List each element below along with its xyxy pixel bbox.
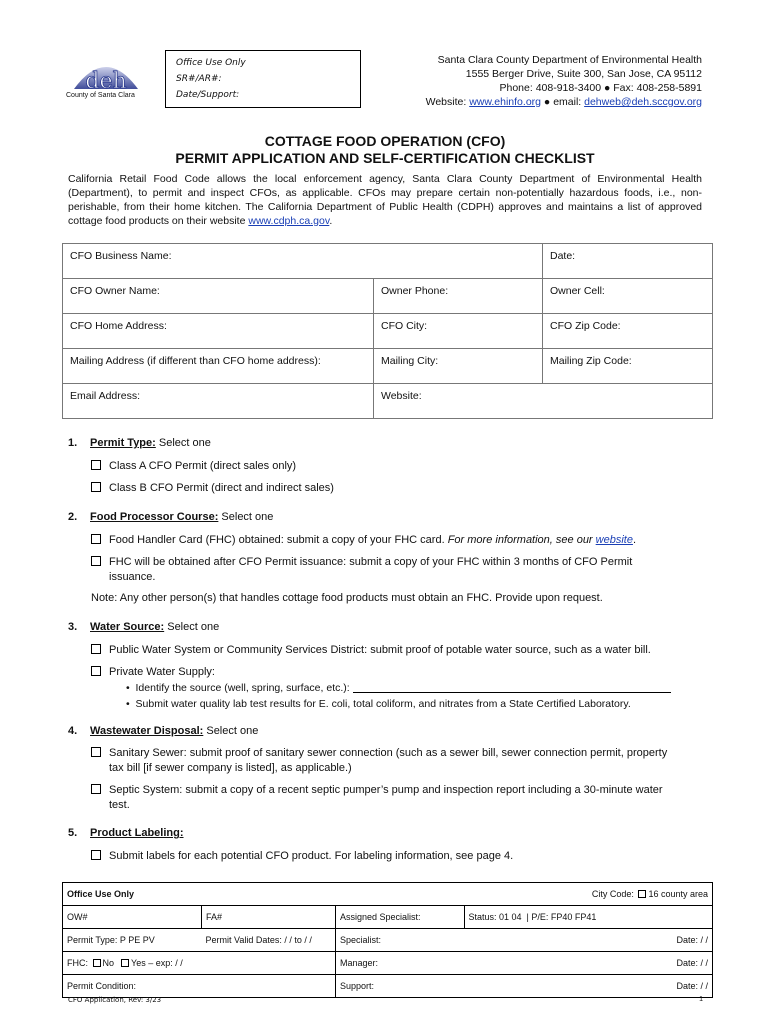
mailing-city-field[interactable]: [374, 349, 543, 384]
permit-condition-cell: Permit Condition:: [63, 975, 336, 998]
option-label-cont: test.: [109, 799, 130, 811]
intro-paragraph: [68, 172, 702, 228]
zip-label: CFO Zip Code:: [550, 320, 621, 332]
deh-logo-graphic: [66, 55, 146, 95]
title-line-1: COTTAGE FOOD OPERATION (CFO): [264, 133, 506, 149]
svg-text:deh: deh: [85, 69, 127, 94]
option-label: Public Water System or Community Services District: submit proof of potable water source, such as a water bill.: [109, 644, 651, 656]
option-label: Class A CFO Permit (direct sales only): [109, 460, 297, 472]
fhc-yes-checkbox[interactable]: [121, 959, 129, 967]
fhc-yes-label: Yes – exp: / /: [131, 958, 183, 968]
source-blank-line[interactable]: [353, 681, 671, 693]
checkbox[interactable]: [91, 784, 101, 794]
option-class-b[interactable]: [91, 481, 334, 496]
city-label: CFO City:: [381, 320, 428, 332]
website-field-label: Website:: [381, 390, 422, 402]
owner-phone-field[interactable]: [374, 279, 543, 314]
footer-revision: CFO Application, Rev: 3/23: [68, 996, 162, 1004]
ow-cell: OW#: [63, 906, 202, 929]
business-name-field[interactable]: [63, 244, 543, 279]
option-fhc-obtained[interactable]: [91, 533, 711, 548]
option-private-water[interactable]: [91, 665, 215, 680]
section-heading: Wastewater Disposal:: [90, 725, 204, 737]
county-area-label: 16 county area: [648, 889, 708, 899]
owner-phone-label: Owner Phone:: [381, 285, 449, 297]
owner-cell-label: Owner Cell:: [550, 285, 605, 297]
department-name: Santa Clara County Department of Environmental Health: [437, 54, 702, 66]
section-food-processor-course: [68, 511, 273, 523]
checkbox[interactable]: [91, 644, 101, 654]
section-water-source: [68, 621, 219, 633]
status-label: Status: 01 04: [468, 912, 522, 922]
home-address-label: CFO Home Address:: [70, 320, 167, 332]
manager-cell: Manager:: [336, 952, 465, 975]
city-code-cell: [336, 883, 713, 906]
bullet-text: Identify the source (well, spring, surface, etc.):: [135, 682, 353, 694]
department-info: [426, 53, 702, 109]
department-phone: Phone: 408-918-3400 ● Fax: 408-258-5891: [499, 82, 702, 94]
more-info-text: For more information, see our: [447, 534, 596, 546]
option-class-a[interactable]: [91, 459, 296, 474]
website-label: Website:: [425, 96, 470, 108]
section-wastewater: [68, 725, 258, 737]
cdph-link[interactable]: www.cdph.ca.gov: [248, 215, 330, 227]
website-field[interactable]: [374, 384, 713, 419]
fhc-website-link[interactable]: website: [595, 534, 633, 546]
option-fhc-later[interactable]: [91, 555, 703, 585]
fhc-label: FHC:: [67, 958, 88, 968]
email-link[interactable]: dehweb@deh.sccgov.org: [584, 96, 702, 108]
section-product-labeling: [68, 827, 184, 839]
option-label: Septic System: submit a copy of a recent septic pumper’s pump and inspection report including a 30-minute water: [109, 784, 663, 796]
mailing-address-label: Mailing Address (if different than CFO home address):: [70, 355, 321, 367]
permit-type-cell: Permit Type: P PE PV: [63, 929, 202, 952]
email-label: email:: [553, 96, 585, 108]
bullet-separator: ●: [543, 96, 554, 108]
office-use-title: Office Use Only: [63, 883, 336, 906]
date-cell-3: Date: / /: [464, 975, 713, 998]
option-label-cont: issuance.: [109, 571, 156, 583]
section-number: 5.: [68, 827, 78, 839]
business-name-label: CFO Business Name:: [70, 250, 172, 262]
option-septic[interactable]: [91, 783, 711, 813]
document-title: [0, 133, 770, 167]
status-pe-cell: Status: 01 04 | P/E: FP40 FP41: [464, 906, 713, 929]
option-label-cont: tax bill [if sewer company is listed], as applicable.): [109, 762, 352, 774]
city-field[interactable]: [374, 314, 543, 349]
option-label: Submit labels for each potential CFO product. For labeling information, see page 4.: [109, 850, 514, 862]
section-number: 1.: [68, 437, 78, 449]
checkbox[interactable]: [91, 666, 101, 676]
option-sanitary-sewer[interactable]: [91, 746, 711, 776]
date-support-label: Date/Support:: [176, 90, 240, 100]
bullet-identify-source: • Identify the source (well, spring, surface, etc.):: [126, 680, 671, 696]
specialist-cell: Specialist:: [336, 929, 465, 952]
mailing-city-label: Mailing City:: [381, 355, 439, 367]
office-use-box: [165, 50, 361, 108]
title-line-2: PERMIT APPLICATION AND SELF-CERTIFICATION CHECKLIST: [175, 150, 595, 166]
bullet-text: Submit water quality lab test results for E. coli, total coliform, and nitrates from a State Certified Laboratory.: [135, 698, 631, 710]
pe-label: P/E: FP40 FP41: [531, 912, 597, 922]
option-label: FHC will be obtained after CFO Permit issuance: submit a copy of your FHC within 3 months of CFO Permit: [109, 556, 633, 568]
owner-name-label: CFO Owner Name:: [70, 285, 160, 297]
mailing-zip-field[interactable]: [543, 349, 713, 384]
mailing-address-field[interactable]: [63, 349, 374, 384]
zip-field[interactable]: [543, 314, 713, 349]
option-label: Class B CFO Permit (direct and indirect sales): [109, 482, 334, 494]
checkbox[interactable]: [91, 482, 101, 492]
office-use-label: Office Use Only: [176, 58, 246, 68]
section-instruction: Select one: [164, 621, 220, 633]
option-label: Sanitary Sewer: submit proof of sanitary sewer connection (such as a sewer bill, sewer connection permit, property: [109, 747, 668, 759]
department-web-email: [426, 95, 702, 109]
section-number: 3.: [68, 621, 78, 633]
website-link[interactable]: www.ehinfo.org: [469, 96, 541, 108]
department-address: 1555 Berger Drive, Suite 300, San Jose, CA 95112: [465, 68, 702, 80]
section-heading: Permit Type:: [90, 437, 156, 449]
section-instruction: Select one: [155, 437, 211, 449]
checkbox[interactable]: [91, 460, 101, 470]
section-heading: Product Labeling:: [90, 827, 184, 839]
option-submit-labels[interactable]: [91, 849, 513, 864]
checkbox[interactable]: [91, 747, 101, 757]
permit-valid-dates-cell: Permit Valid Dates: / / to / /: [202, 929, 336, 952]
checkbox[interactable]: [91, 534, 101, 544]
date-field[interactable]: [543, 244, 713, 279]
office-use-table: [62, 882, 713, 998]
section-heading: Water Source:: [90, 621, 165, 633]
logo-caption: County of Santa Clara: [66, 92, 135, 99]
intro-text: California Retail Food Code allows the local enforcement agency, Santa Clara County Department of Environmental Health (Department), to permit and inspect CFOs, as applicable. CFOs may prepare certain non-potentially hazardous foods, i.e., non-perishable, from their home kitchen. The California Department of Public Health (CDPH) approves and maintains a list of approved cottage food products on their website: [68, 173, 702, 227]
home-address-field[interactable]: [63, 314, 374, 349]
section-instruction: Select one: [203, 725, 259, 737]
checkbox[interactable]: [91, 850, 101, 860]
fhc-no-label: No: [102, 958, 115, 968]
checkbox[interactable]: [91, 556, 101, 566]
support-cell: Support:: [336, 975, 465, 998]
intro-end: .: [329, 215, 333, 227]
fa-cell: FA#: [202, 906, 336, 929]
date-cell-2: Date: / /: [464, 952, 713, 975]
date-cell-1: Date: / /: [464, 929, 713, 952]
option-public-water[interactable]: [91, 643, 651, 658]
applicant-info-table: [62, 243, 713, 419]
city-code-label: City Code:: [591, 889, 634, 899]
option-end: .: [632, 534, 637, 546]
bullet-lab-results: • Submit water quality lab test results for E. coli, total coliform, and nitrates from a State Certified Laboratory.: [126, 698, 631, 710]
section-permit-type: [68, 437, 211, 449]
section-number: 4.: [68, 725, 78, 737]
option-label: Private Water Supply:: [109, 666, 215, 678]
county-area-checkbox[interactable]: [638, 890, 646, 898]
section-heading: Food Processor Course:: [90, 511, 219, 523]
fhc-cell: [63, 952, 336, 975]
email-address-label: Email Address:: [70, 390, 141, 402]
date-label: Date:: [550, 250, 576, 262]
option-label: Food Handler Card (FHC) obtained: submit a copy of your FHC card.: [109, 534, 448, 546]
section-instruction: Select one: [218, 511, 274, 523]
owner-name-field[interactable]: [63, 279, 374, 314]
email-field[interactable]: [63, 384, 374, 419]
sr-ar-label: SR#/AR#:: [176, 74, 222, 84]
mailing-zip-label: Mailing Zip Code:: [550, 355, 632, 367]
fhc-no-checkbox[interactable]: [93, 959, 101, 967]
page-number: 1: [699, 996, 703, 1003]
fhc-note: Note: Any other person(s) that handles cottage food products must obtain an FHC. Provide upon request.: [91, 592, 603, 604]
assigned-specialist-cell: Assigned Specialist:: [336, 906, 465, 929]
section-number: 2.: [68, 511, 78, 523]
owner-cell-field[interactable]: [543, 279, 713, 314]
